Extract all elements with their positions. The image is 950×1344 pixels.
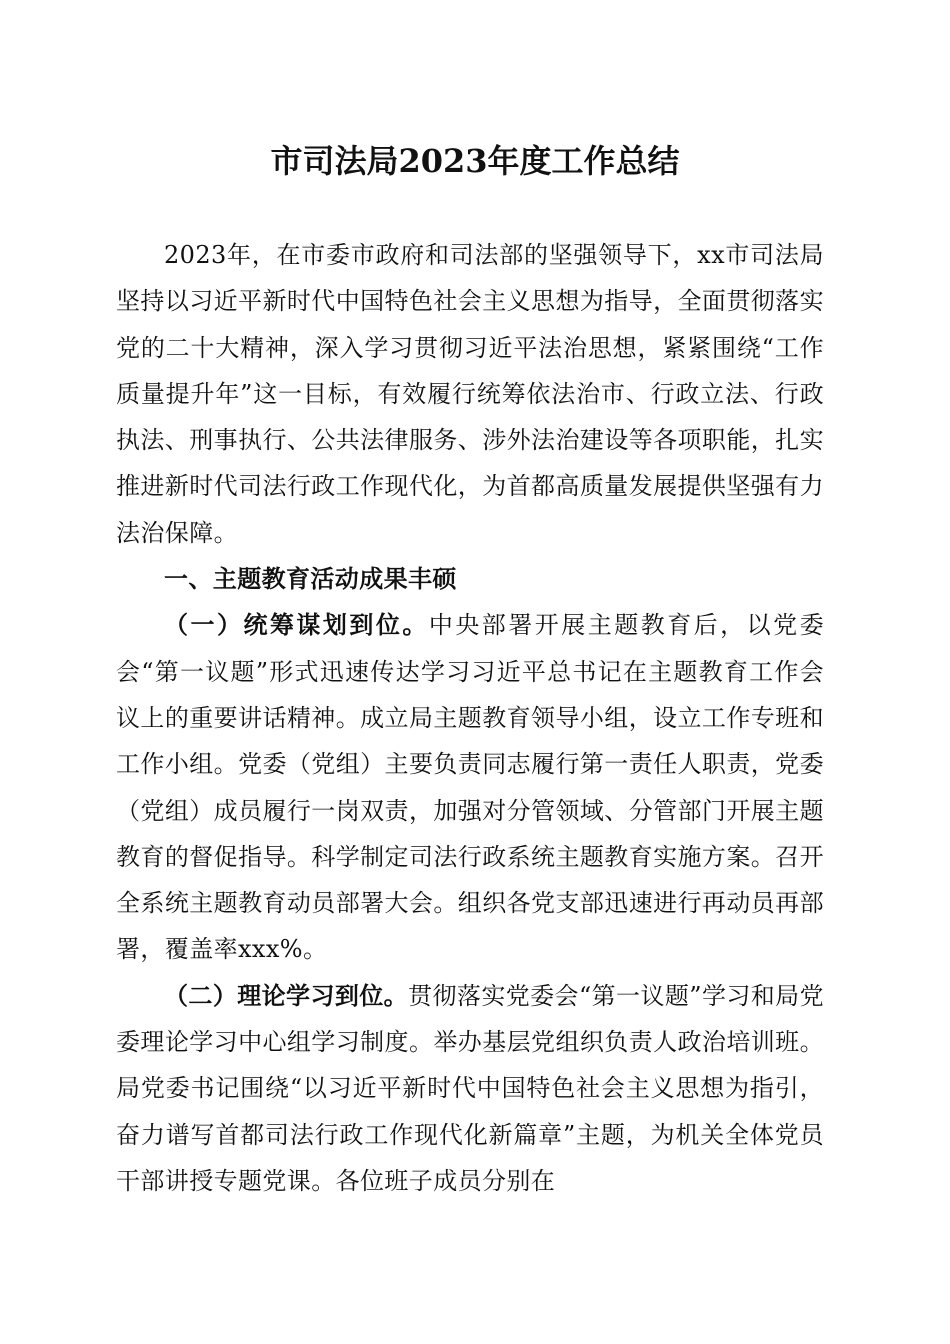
section-heading: 一、主题教育活动成果丰硕: [164, 565, 457, 594]
document-body: [116, 232, 824, 1204]
subsection-lead: （二）理论学习到位。: [164, 980, 409, 1010]
subsection-text: 贯彻落实党委会“第一议题”学习和局党委理论学习中心组学习制度。举办基层党组织负责人政治培训班。局党委书记围绕“以习近平新时代中国特色社会主义思想为指引，奋力谱写首都司法行政工作现代化新篇章”主题，为机关全体党员干部讲授专题党课。各位班子成员分别在: [116, 981, 824, 1195]
subsection-paragraph: [116, 973, 824, 1204]
intro-paragraph: 2023年，在市委市政府和司法部的坚强领导下，xx市司法局坚持以习近平新时代中国特色社会主义思想为指导，全面贯彻落实党的二十大精神，深入学习贯彻习近平法治思想，紧紧围绕“工作质量提升年”这一目标，有效履行统筹依法治市、行政立法、行政执法、刑事执行、公共法律服务、涉外法治建设等各项职能，扎实推进新时代司法行政工作现代化，为首都高质量发展提供坚强有力法治保障。: [116, 241, 824, 547]
document-title: 市司法局2023年度工作总结: [270, 142, 680, 180]
subsection-paragraph: [116, 602, 824, 972]
subsection-lead: （一）统筹谋划到位。: [164, 610, 429, 640]
subsection-text: 中央部署开展主题教育后，以党委会“第一议题”形式迅速传达学习习近平总书记在主题教育工作会议上的重要讲话精神。成立局主题教育领导小组，设立工作专班和工作小组。党委（党组）主要负责同志履行第一责任人职责，党委（党组）成员履行一岗双责，加强对分管领域、分管部门开展主题教育的督促指导。科学制定司法行政系统主题教育实施方案。召开全系统主题教育动员部署大会。组织各党支部迅速进行再动员再部署，覆盖率xxx%。: [116, 611, 825, 964]
